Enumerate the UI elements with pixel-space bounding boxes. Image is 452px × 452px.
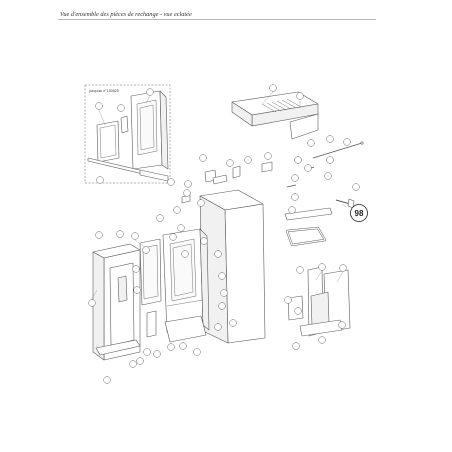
fitting-screw <box>287 185 296 187</box>
front-frame-edge <box>93 252 104 360</box>
fitting-clip <box>233 166 240 178</box>
gasket-inner <box>287 228 325 245</box>
callout-circle <box>97 177 104 184</box>
callout-circle <box>117 231 124 238</box>
callout-circle <box>295 157 302 164</box>
callout-circle <box>201 238 208 245</box>
callout-circle <box>245 157 252 164</box>
callout-circle <box>297 93 304 100</box>
callout-circle <box>265 153 272 160</box>
callout-circle <box>130 361 137 368</box>
callout-circle <box>339 322 346 329</box>
callout-circle <box>134 287 141 294</box>
callout-circle <box>174 207 181 214</box>
front-frame-opening <box>110 263 134 346</box>
top-cover <box>232 92 318 139</box>
callout-circle <box>340 265 347 272</box>
callout-circle <box>292 194 299 201</box>
callout-circle <box>219 273 226 280</box>
callout-circle <box>289 207 296 214</box>
callout-circle <box>325 173 332 180</box>
callout-circle <box>168 179 175 186</box>
callout-circle <box>178 225 185 232</box>
callout-circle <box>285 297 292 304</box>
old-clip <box>121 116 128 133</box>
callout-circle <box>198 200 205 207</box>
front-frame <box>93 244 140 360</box>
callout-circle <box>308 140 315 147</box>
callout-circle <box>297 267 304 274</box>
callout-circle <box>184 190 191 197</box>
callout-circle <box>89 300 96 307</box>
callout-circle <box>221 290 228 297</box>
callout-circle <box>132 233 139 240</box>
callout-circle <box>215 324 222 331</box>
callout-circle <box>133 266 140 273</box>
callout-circle <box>327 136 334 143</box>
inner-plate-back <box>311 292 329 326</box>
callout-circle <box>230 320 237 327</box>
callout-circle <box>327 157 334 164</box>
callout-circle <box>137 358 144 365</box>
callout-circle <box>295 308 302 315</box>
callout-98-label: 98 <box>354 209 364 218</box>
door-hinge-bar <box>147 311 156 337</box>
callout-circle <box>96 232 103 239</box>
callout-circle <box>154 351 161 358</box>
callout-circle <box>96 103 103 110</box>
callout-circle <box>227 160 234 167</box>
old-bracket <box>140 170 168 181</box>
callout-circle <box>353 184 360 191</box>
callout-circle <box>215 251 222 258</box>
callout-circle <box>157 215 164 222</box>
inset-box <box>85 85 170 183</box>
callout-circle <box>104 377 111 384</box>
callout-circle <box>200 155 207 162</box>
callout-circle <box>170 234 177 241</box>
callout-circle <box>344 139 351 146</box>
support-rod <box>313 142 363 158</box>
callout-circle <box>118 105 125 112</box>
callout-circle <box>147 89 154 96</box>
callout-circle <box>319 337 326 344</box>
callout-circle <box>292 175 299 182</box>
screw-shaft <box>336 200 350 204</box>
callout-circle <box>143 247 150 254</box>
callout-circle <box>185 181 192 188</box>
callout-circle <box>219 303 226 310</box>
callout-circle <box>182 251 189 258</box>
page-title: Vue d'ensemble des pièces de rechange - vue eclatée <box>60 11 192 18</box>
callout-circle <box>319 264 326 271</box>
front-frame-slot <box>118 276 127 302</box>
callout-circle <box>293 343 300 350</box>
callout-circle <box>194 349 201 356</box>
inset-note: jusqu'au n°150825 <box>89 89 119 93</box>
callout-98 <box>351 205 368 222</box>
callout-circle <box>305 165 312 172</box>
callout-circle <box>168 344 175 351</box>
callout-circle <box>144 349 151 356</box>
callout-circle <box>180 343 187 350</box>
callout-circle <box>270 85 277 92</box>
fitting-plate <box>262 162 272 172</box>
